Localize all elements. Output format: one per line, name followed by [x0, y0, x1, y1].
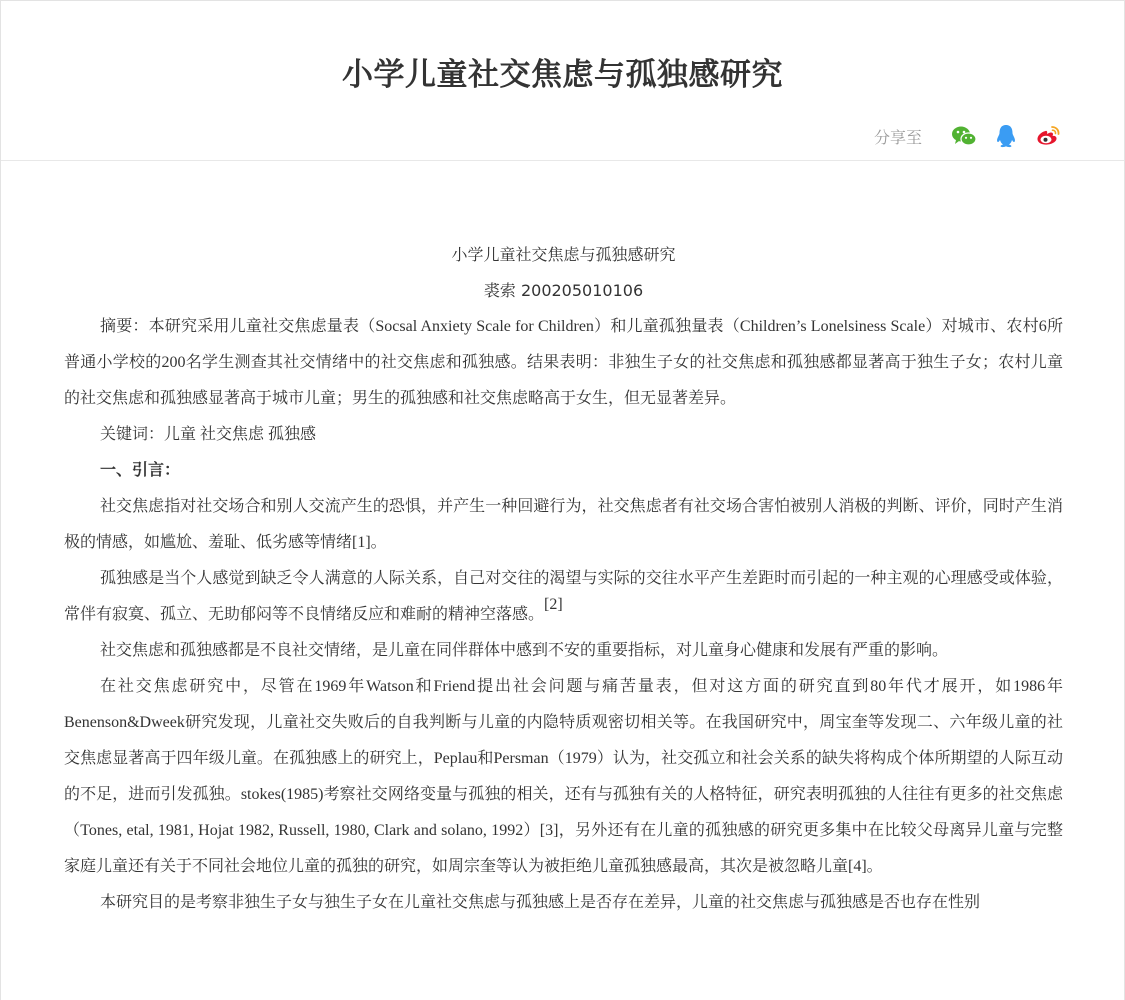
share-label: 分享至	[873, 127, 922, 147]
paragraph-research-purpose: 本研究目的是考察非独生子女与独生子女在儿童社交焦虑与孤独感上是否存在差异，儿童的社交焦虑与孤独感是否也存在性别	[100, 894, 981, 911]
paragraph-loneliness-definition	[64, 561, 1063, 633]
qq-icon[interactable]	[992, 122, 1020, 150]
share-bar	[874, 122, 1062, 150]
abstract-paragraph: 摘要：本研究采用儿童社交焦虑量表（Socsal Anxiety Scale for Children）和儿童孤独量表（Children’s Lonelsiness Scale）对城市、农村6所普通小学校的200名学生测查其社交情绪中的社交焦虑和孤独感。结果表明：非独生子女的社交焦虑和孤独感都显著高于独生子女；农村儿童的社交焦虑和孤独感显著高于城市儿童；男生的孤独感和社交焦虑略高于女生，但无显著差异。	[64, 318, 1063, 407]
paragraph-research-review: 在社交焦虑研究中，尽管在1969年Watson和Friend提出社会问题与痛苦量表，但对这方面的研究直到80年代才展开，如1986年Benenson&Dweek研究发现，儿童社交失败后的自我判断与儿童的内隐特质观密切相关等。在我国研究中，周宝奎等发现二、六年级儿童的社交焦虑显著高于四年级儿童。在孤独感上的研究上，Peplau和Persman（1979）认为，社交孤立和社会关系的缺失将构成个体所期望的人际互动的不足，进而引发孤独。stokes(1985)考察社交网络变量与孤独的相关，还有与孤独有关的人格特征，研究表明孤独的人往往有更多的社交焦虑（Tones, etal, 1981, Hojat 1982, Russell, 1980, Clark and solano, 1992）[3]，另外还有在儿童的孤独感的研究更多集中在比较父母离异儿童与完整家庭儿童还有关于不同社会地位儿童的孤独的研究，如周宗奎等认为被拒绝儿童孤独感最高，其次是被忽略儿童[4]。	[64, 678, 1063, 875]
paragraph-text: 孤独感是当个人感觉到缺乏令人满意的人际关系，自己对交往的渴望与实际的交往水平产生差距时而引起的一种主观的心理感受或体验，常伴有寂寞、孤立、无助郁闷等不良情绪反应和难耐的精神空落感。	[64, 570, 1063, 623]
page-title: 小学儿童社交焦虑与孤独感研究	[342, 57, 783, 93]
wechat-icon[interactable]	[950, 122, 978, 150]
keywords-paragraph: 关键词：儿童 社交焦虑 孤独感	[100, 426, 317, 443]
citation-link[interactable]: [2]	[544, 596, 563, 613]
page-header	[1, 1, 1124, 161]
weibo-icon[interactable]	[1034, 122, 1062, 150]
paragraph-social-anxiety-definition: 社交焦虑指对社交场合和别人交流产生的恐惧，并产生一种回避行为，社交焦虑者有社交场合害怕被别人消极的判断、评价，同时产生消极的情感，如尴尬、羞耻、低劣感等情绪[1]。	[64, 498, 1063, 551]
author-line: 裘索 200205010106	[483, 281, 644, 300]
article-title: 小学儿童社交焦虑与孤独感研究	[451, 245, 676, 264]
article-body	[64, 237, 1063, 921]
paragraph-negative-emotion: 社交焦虑和孤独感都是不良社交情绪，是儿童在同伴群体中感到不安的重要指标，对儿童身心健康和发展有严重的影响。	[100, 642, 949, 659]
section-heading: 一、引言：	[100, 462, 181, 479]
